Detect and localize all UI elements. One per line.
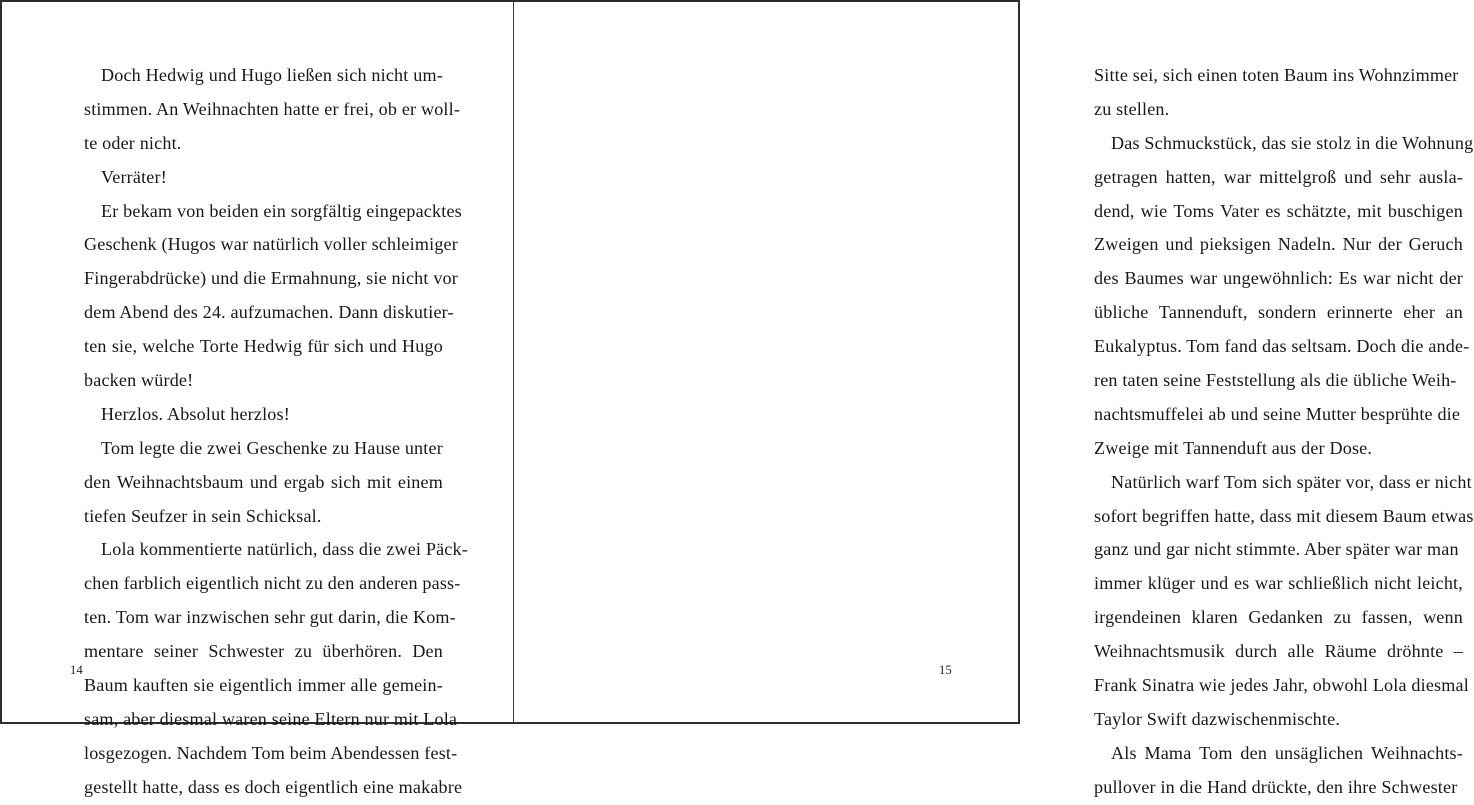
word: nicht	[371, 65, 409, 85]
word: Als	[1111, 742, 1137, 763]
word: war	[1363, 268, 1391, 289]
word: Torte	[199, 336, 239, 357]
word: getragen	[1094, 166, 1158, 187]
word: Vater	[1220, 200, 1260, 221]
word: den	[84, 471, 111, 492]
text-line	[84, 466, 443, 500]
page-left-text-block	[84, 59, 468, 805]
word: dend,	[1094, 200, 1135, 221]
word: Weihnachtsbaum	[116, 471, 244, 492]
word: Weihnachts-	[1371, 742, 1463, 763]
word: sich	[334, 336, 364, 357]
text-line	[84, 330, 443, 364]
word: und	[208, 65, 237, 85]
text-line	[84, 59, 443, 93]
word: sich	[330, 471, 361, 492]
word: Es	[1338, 268, 1358, 289]
word: alle	[350, 675, 378, 696]
word: die	[179, 437, 203, 458]
word: ausla-	[1418, 166, 1463, 187]
text-line: gestellt hatte, dass es doch eigentlich eine makabre	[84, 776, 463, 797]
word: dröhnte	[1386, 641, 1444, 662]
word: und	[1344, 166, 1372, 187]
word: leicht,	[1416, 573, 1463, 594]
text-line: chen farblich eigentlich nicht zu den anderen pass-	[84, 573, 461, 594]
page-number-left: 14	[70, 663, 83, 677]
text-line: ganz und gar nicht stimmte. Aber später war man	[1094, 539, 1459, 560]
word: alle	[1287, 641, 1315, 662]
word: schließlich	[1288, 573, 1369, 594]
text-line	[1094, 601, 1463, 635]
word: welche	[142, 336, 195, 357]
word: ließen	[286, 65, 333, 85]
word: pieksigen	[1199, 234, 1271, 255]
text-line: Herzlos. Absolut herzlos!	[101, 403, 290, 424]
text-line: Sitte sei, sich einen toten Baum ins Wohnzimmer	[1094, 65, 1459, 85]
word: nicht	[1374, 573, 1412, 594]
word: durch	[1235, 641, 1278, 662]
text-line: zu stellen.	[1094, 98, 1170, 119]
text-line: Er bekam von beiden ein sorgfältig eingepacktes	[101, 200, 462, 221]
word: der	[1439, 268, 1463, 289]
text-line: tiefen Seufzer in sein Schicksal.	[84, 505, 322, 526]
text-line	[1094, 161, 1463, 195]
word: Geruch	[1408, 234, 1463, 255]
text-line	[1094, 296, 1463, 330]
word: den	[1240, 742, 1268, 763]
word: des	[1094, 268, 1119, 289]
text-line: Frank Sinatra wie jedes Jahr, obwohl Lola diesmal	[1094, 675, 1469, 696]
word: überhören.	[322, 641, 403, 662]
word: und	[249, 471, 278, 492]
text-line: dem Abend des 24. aufzumachen. Dann diskutier-	[84, 302, 454, 323]
text-line: Geschenk (Hugos war natürlich voller schleimiger	[84, 234, 458, 255]
word: Zweigen	[1094, 234, 1159, 255]
word: Hedwig	[243, 336, 303, 357]
text-line	[1094, 635, 1463, 669]
text-line	[84, 432, 443, 466]
word: ten	[84, 336, 107, 357]
word: sondern	[1257, 302, 1317, 323]
text-line: Zweige mit Tannenduft aus der Dose.	[1094, 437, 1373, 458]
word: –	[1453, 641, 1463, 662]
word: legte	[139, 437, 176, 458]
word: es	[1265, 200, 1281, 221]
word: war	[1189, 268, 1218, 289]
word: klüger	[1147, 573, 1196, 594]
word: Hugo	[241, 65, 283, 85]
text-line: Verräter!	[101, 166, 167, 187]
text-line	[1094, 737, 1463, 771]
word: Tom	[101, 437, 135, 458]
page-left	[2, 2, 513, 797]
word: Nadeln.	[1277, 234, 1336, 255]
word: Geschenke	[246, 437, 328, 458]
word: der	[1378, 234, 1402, 255]
word: klaren	[1191, 607, 1238, 628]
text-line: sofort begriffen hatte, dass mit diesem Baum etwas	[1094, 505, 1474, 526]
word: seiner	[153, 641, 199, 662]
text-line: ren taten seine Feststellung als die übliche Weih-	[1094, 370, 1457, 391]
text-line: sam, aber diesmal waren seine Eltern nur mit Lola	[84, 708, 458, 729]
text-line	[1094, 195, 1463, 229]
word: zu	[294, 641, 313, 662]
text-line: nachtsmuffelei ab und seine Mutter besprühte die	[1094, 403, 1461, 424]
text-line: te oder nicht.	[84, 132, 182, 153]
page-right	[514, 2, 1474, 797]
word: um-	[413, 65, 443, 85]
word: erinnerte	[1326, 302, 1393, 323]
word: sie,	[111, 336, 138, 357]
word: schätzte,	[1286, 200, 1352, 221]
word: fassen,	[1361, 607, 1413, 628]
text-line	[1094, 228, 1463, 262]
word: unsäglichen	[1274, 742, 1364, 763]
text-line: Das Schmuckstück, das sie stolz in die Wohnung	[1111, 132, 1474, 153]
word: ergab	[283, 471, 325, 492]
page-right-text-block	[1094, 59, 1474, 805]
text-line: ten. Tom war inzwischen sehr gut darin, die Kom-	[84, 607, 456, 628]
word: Doch	[101, 65, 141, 85]
word: kauften	[132, 675, 189, 696]
word: Baumes	[1124, 268, 1184, 289]
word: mentare	[84, 641, 144, 662]
word: Tannenduft,	[1158, 302, 1248, 323]
word: Schwester	[208, 641, 285, 662]
word: zwei	[206, 437, 242, 458]
text-line: backen würde!	[84, 370, 194, 391]
word: ungewöhnlich:	[1223, 268, 1333, 289]
word: für	[307, 336, 329, 357]
word: übliche	[1094, 302, 1149, 323]
word: war	[1255, 573, 1283, 594]
word: mittelgroß	[1259, 166, 1337, 187]
text-line	[1094, 262, 1463, 296]
word: Räume	[1324, 641, 1377, 662]
word: Hause	[354, 437, 401, 458]
word: sie	[193, 675, 215, 696]
word: zu	[1333, 607, 1352, 628]
word: sehr	[1379, 166, 1411, 187]
word: immer	[297, 675, 346, 696]
text-line: pullover in die Hand drückte, den ihre Schwester	[1094, 776, 1458, 797]
text-line: Fingerabdrücke) und die Ermahnung, sie nicht vor	[84, 268, 458, 289]
text-line: Lola kommentierte natürlich, dass die zwei Päck-	[101, 539, 468, 560]
word: gemein-	[382, 675, 443, 696]
word: und	[1165, 234, 1194, 255]
word: unter	[404, 437, 443, 458]
text-line	[84, 669, 443, 703]
word: mit	[1357, 200, 1382, 221]
word: immer	[1094, 573, 1143, 594]
text-line	[84, 635, 443, 669]
text-line: Eukalyptus. Tom fand das seltsam. Doch die ande-	[1094, 336, 1470, 357]
word: Nur	[1342, 234, 1372, 255]
word: wie	[1140, 200, 1168, 221]
word: eher	[1403, 302, 1436, 323]
word: an	[1445, 302, 1463, 323]
word: war	[1223, 166, 1252, 187]
word: Tom	[1199, 742, 1233, 763]
word: eigentlich	[219, 675, 293, 696]
word: hatten,	[1165, 166, 1216, 187]
text-line	[1094, 567, 1463, 601]
word: wenn	[1423, 607, 1463, 628]
page-number-right: 15	[939, 663, 952, 677]
word: und	[1200, 573, 1229, 594]
word: Hedwig	[145, 65, 205, 85]
text-line: stimmen. An Weihnachten hatte er frei, ob er woll-	[84, 98, 461, 119]
text-line: losgezogen. Nachdem Tom beim Abendessen fest-	[84, 742, 458, 763]
word: Gedanken	[1248, 607, 1324, 628]
word: sich	[336, 65, 367, 85]
text-line: Taylor Swift dazwischenmischte.	[1094, 708, 1341, 729]
word: und	[369, 336, 397, 357]
word: irgendeinen	[1094, 607, 1182, 628]
word: einem	[397, 471, 443, 492]
word: buschigen	[1387, 200, 1463, 221]
word: Toms	[1173, 200, 1215, 221]
word: mit	[366, 471, 392, 492]
word: Den	[412, 641, 443, 662]
word: Baum	[84, 675, 128, 696]
word: Weihnachtsmusik	[1094, 641, 1225, 662]
word: es	[1233, 573, 1250, 594]
word: Mama	[1144, 742, 1192, 763]
word: Hugo	[402, 336, 443, 357]
word: nicht	[1396, 268, 1434, 289]
text-line: Natürlich warf Tom sich später vor, dass er nicht	[1111, 471, 1472, 492]
word: zu	[332, 437, 350, 458]
